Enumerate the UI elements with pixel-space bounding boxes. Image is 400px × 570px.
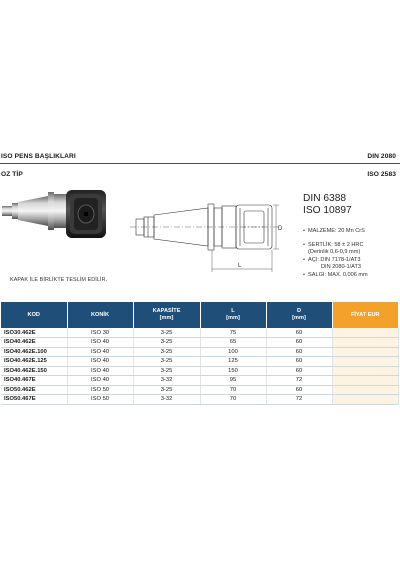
spec-list [303, 228, 368, 280]
table-row: ISO40.462E.125 ISO 40 3-25 125 60 [1, 357, 398, 367]
spec-hardness-depth: (Derinlik 0,6-0,9 mm) [308, 249, 361, 256]
section-title: ISO PENS BAŞLIKLARI [1, 153, 76, 160]
table-row: ISO50.462E ISO 50 3-25 70 60 [1, 385, 398, 395]
spec-angle: • AÇI: DIN 7178-1/AT3 [303, 257, 368, 265]
table-row: ISO40.467E ISO 40 3-32 95 72 [1, 376, 398, 386]
table-row: ISO50.467E ISO 50 3-32 70 72 [1, 395, 398, 405]
standard-label: DIN 2080 [367, 153, 396, 160]
tool-holder-photo [2, 190, 106, 238]
spec-runout: • SALGI: MAX. 0,006 mm [303, 272, 368, 280]
spec-hardness: • SERTLİK: 58 ± 2 HRC [303, 242, 368, 250]
header-divider [0, 163, 400, 164]
technical-drawing [130, 204, 280, 272]
col-konik: KONİK [67, 302, 133, 328]
table-row: ISO30.462E ISO 30 3-25 75 60 [1, 328, 398, 338]
product-table [1, 302, 399, 405]
col-kod: KOD [1, 302, 67, 328]
diameter-label: D [278, 226, 283, 232]
delivery-note: KAPAK İLE BİRLİKTE TESLİM EDİLİR. [10, 277, 108, 283]
col-l: L [mm] [200, 302, 266, 328]
table-row: ISO40.462E.100 ISO 40 3-25 100 60 [1, 347, 398, 357]
din-standards [303, 193, 352, 217]
spec-material: • MALZEME: 20 Mn CrS [303, 228, 368, 236]
col-price: FİYAT EUR [332, 302, 398, 328]
table-row: ISO40.462E ISO 40 3-25 65 60 [1, 338, 398, 348]
standard-label-2: ISO 2583 [367, 171, 396, 178]
col-d: D [mm] [266, 302, 332, 328]
table-header-row [1, 302, 398, 328]
din-line-2: ISO 10897 [303, 205, 352, 216]
din-line-1: DIN 6388 [303, 193, 347, 204]
col-kapasite: KAPASİTE [mm] [133, 302, 200, 328]
length-label: L [238, 263, 242, 269]
section-subtitle: OZ TİP [1, 171, 23, 178]
spec-angle-2: DIN 2080-1/AT3 [321, 264, 362, 271]
table-row: ISO40.462E.150 ISO 40 3-25 150 60 [1, 366, 398, 376]
